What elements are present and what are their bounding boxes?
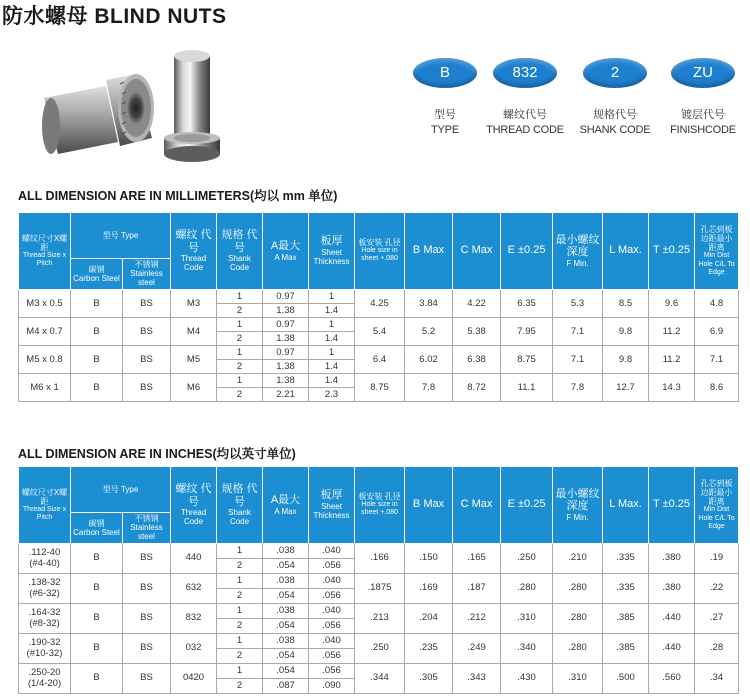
cell-amax: 1.38 [263,303,309,317]
cell-shank: 2 [217,303,263,317]
table-row [19,543,739,558]
inch-section-title: ALL DIMENSION ARE IN INCHES(均以英寸单位) [18,447,296,461]
cell-t: .440 [649,633,695,663]
cell-size: .112-40 (#4-40) [19,543,71,573]
cell-stainless: BS [123,633,171,663]
cell-sheet: .090 [309,678,355,693]
cell-shank: 2 [217,387,263,401]
cell-hole: .1875 [355,573,405,603]
cell-shank: 2 [217,588,263,603]
cell-sheet: .040 [309,603,355,618]
cell-shank: 1 [217,345,263,359]
cell-e: .430 [501,663,553,693]
cell-t: .380 [649,543,695,573]
cell-b: .305 [405,663,453,693]
cell-amax: .054 [263,558,309,573]
cell-amax: 1.38 [263,359,309,373]
cell-thread: 032 [171,633,217,663]
cell-shank: 2 [217,678,263,693]
cell-stainless: BS [123,573,171,603]
cell-l: 9.8 [603,317,649,345]
cell-stainless: BS [123,317,171,345]
table-row [19,317,739,331]
cell-hole: .213 [355,603,405,633]
cell-shank: 2 [217,359,263,373]
cell-b: .204 [405,603,453,633]
cell-carbon: B [71,289,123,317]
cell-f: 7.1 [553,317,603,345]
cell-stainless: BS [123,603,171,633]
cell-hole: .250 [355,633,405,663]
cell-min-dist: .19 [695,543,739,573]
code-label-cn: 镀层代号 [681,109,725,121]
header-b: B Max [405,467,453,544]
cell-shank: 1 [217,373,263,387]
cell-f: 5.3 [553,289,603,317]
cell-size: M5 x 0.8 [19,345,71,373]
cell-hole: .166 [355,543,405,573]
cell-stainless: BS [123,373,171,401]
cell-hole: 4.25 [355,289,405,317]
cell-carbon: B [71,633,123,663]
cell-sheet: 1.4 [309,373,355,387]
cell-min-dist: .28 [695,633,739,663]
cell-carbon: B [71,663,123,693]
cell-amax: 1.38 [263,373,309,387]
cell-f: .310 [553,663,603,693]
code-finish [658,58,748,136]
cell-l: .385 [603,633,649,663]
cell-f: .210 [553,543,603,573]
cell-amax: .038 [263,603,309,618]
cell-shank: 1 [217,633,263,648]
cell-amax: .054 [263,588,309,603]
header-stainless: 不锈钢 Stainless steel [123,259,171,290]
cell-hole: 8.75 [355,373,405,401]
cell-t: .380 [649,573,695,603]
header-sheet: 板厚 Sheet Thickness [309,213,355,290]
header-sheet: 板厚 Sheet Thickness [309,467,355,544]
cell-hole: .344 [355,663,405,693]
cell-min-dist: .22 [695,573,739,603]
cell-f: .280 [553,603,603,633]
cell-thread: 832 [171,603,217,633]
cell-e: 6.35 [501,289,553,317]
cell-amax: 0.97 [263,345,309,359]
cell-min-dist: .34 [695,663,739,693]
header-min-dist: 孔芯到板 边距最小 距离 Min Dist Hole C/L To Edge [695,467,739,544]
cell-carbon: B [71,345,123,373]
header-carbon: 碳钢 Carbon Steel [71,513,123,544]
code-pill: ZU [671,58,735,88]
cell-sheet: 1 [309,289,355,303]
cell-size: .138-32 (#6-32) [19,573,71,603]
cell-f: .280 [553,573,603,603]
header-f: 最小螺纹 深度 F Min. [553,213,603,290]
cell-e: .310 [501,603,553,633]
table-row [19,373,739,387]
cell-hole: 6.4 [355,345,405,373]
cell-shank: 2 [217,331,263,345]
cell-e: .340 [501,633,553,663]
cell-min-dist: .27 [695,603,739,633]
code-thread [480,58,570,136]
header-thread: 螺纹 代号 Thread Code [171,467,217,544]
cell-min-dist: 6.9 [695,317,739,345]
cell-size: .250-20 (1/4-20) [19,663,71,693]
header-min-dist: 孔芯到板 边距最小 距离 Min Dist Hole C/L To Edge [695,213,739,290]
cell-size: .164-32 (#8-32) [19,603,71,633]
cell-amax: 2.21 [263,387,309,401]
code-label-en: TYPE [431,124,459,136]
header-e: E ±0.25 [501,467,553,544]
cell-sheet: 1.4 [309,303,355,317]
header-type: 型号 Type [71,213,171,259]
cell-sheet: .040 [309,573,355,588]
cell-t: 9.6 [649,289,695,317]
cell-l: .335 [603,543,649,573]
header-carbon: 碳钢 Carbon Steel [71,259,123,290]
cell-sheet: .056 [309,663,355,678]
cell-amax: .054 [263,618,309,633]
cell-sheet: 1.4 [309,359,355,373]
header-hole: 板安装 孔径 Hole size in sheet +.080 [355,213,405,290]
header-l: L Max. [603,467,649,544]
header-thread: 螺纹 代号 Thread Code [171,213,217,290]
cell-t: 11.2 [649,317,695,345]
header-f: 最小螺纹 深度 F Min. [553,467,603,544]
inch-dimension-table [18,466,739,694]
cell-t: .560 [649,663,695,693]
cell-size: M4 x 0.7 [19,317,71,345]
cell-shank: 1 [217,573,263,588]
code-pill: 2 [583,58,647,88]
cell-hole: 5.4 [355,317,405,345]
cell-amax: 1.38 [263,331,309,345]
cell-l: .335 [603,573,649,603]
code-pill: B [413,58,477,88]
code-label-en: SHANK CODE [579,124,651,136]
page-title: 防水螺母 BLIND NUTS [2,5,227,28]
cell-c: .212 [453,603,501,633]
cell-sheet: 2.3 [309,387,355,401]
cell-l: .500 [603,663,649,693]
cell-shank: 2 [217,558,263,573]
cell-sheet: .040 [309,633,355,648]
cell-shank: 1 [217,603,263,618]
cell-shank: 1 [217,317,263,331]
cell-t: .440 [649,603,695,633]
cell-amax: 0.97 [263,317,309,331]
cell-b: 5.2 [405,317,453,345]
cell-carbon: B [71,573,123,603]
cell-b: 3.84 [405,289,453,317]
cell-thread: M4 [171,317,217,345]
cell-size: M6 x 1 [19,373,71,401]
cell-c: .165 [453,543,501,573]
header-shank: 规格 代号 Shank Code [217,213,263,290]
header-shank: 规格 代号 Shank Code [217,467,263,544]
cell-sheet: 1 [309,317,355,331]
cell-min-dist: 7.1 [695,345,739,373]
cell-amax: .038 [263,573,309,588]
table-row [19,289,739,303]
cell-e: 8.75 [501,345,553,373]
table-row [19,603,739,618]
cell-amax: .054 [263,663,309,678]
cell-t: 14.3 [649,373,695,401]
mm-section-title: ALL DIMENSION ARE IN MILLIMETERS(均以 mm 单位) [18,189,338,203]
cell-sheet: .056 [309,648,355,663]
code-label-cn: 螺纹代号 [503,109,547,121]
code-label-en: FINISHCODE [670,124,736,136]
cell-f: 7.8 [553,373,603,401]
product-photo [36,42,236,172]
cell-b: .150 [405,543,453,573]
cell-c: 8.72 [453,373,501,401]
cell-carbon: B [71,373,123,401]
cell-min-dist: 4.8 [695,289,739,317]
cell-shank: 1 [217,663,263,678]
cell-c: .343 [453,663,501,693]
cell-c: 4.22 [453,289,501,317]
cell-thread: 632 [171,573,217,603]
cell-c: .187 [453,573,501,603]
table-row [19,345,739,359]
cell-amax: 0.97 [263,289,309,303]
cell-sheet: .056 [309,588,355,603]
header-type: 型号 Type [71,467,171,513]
table-row [19,573,739,588]
cell-sheet: .056 [309,618,355,633]
cell-e: 7.95 [501,317,553,345]
cell-thread: M6 [171,373,217,401]
part-number-legend [400,58,740,138]
code-label-cn: 型号 [434,109,456,121]
cell-l: 12.7 [603,373,649,401]
cell-stainless: BS [123,663,171,693]
header-c: C Max [453,467,501,544]
cell-b: 7.8 [405,373,453,401]
cell-amax: .038 [263,633,309,648]
cell-shank: 2 [217,648,263,663]
header-c: C Max [453,213,501,290]
cell-e: .280 [501,573,553,603]
cell-shank: 1 [217,543,263,558]
cell-sheet: 1 [309,345,355,359]
code-label-en: THREAD CODE [486,124,564,136]
cell-shank: 2 [217,618,263,633]
cell-carbon: B [71,603,123,633]
header-e: E ±0.25 [501,213,553,290]
header-size: 螺纹尺寸X螺距 Thread Size x Pitch [19,467,71,544]
mm-dimension-table [18,212,739,402]
cell-c: 5.38 [453,317,501,345]
cell-stainless: BS [123,289,171,317]
cell-thread: M3 [171,289,217,317]
cell-min-dist: 8.6 [695,373,739,401]
cell-thread: 0420 [171,663,217,693]
header-t: T ±0.25 [649,467,695,544]
cell-stainless: BS [123,543,171,573]
cell-b: 6.02 [405,345,453,373]
header-amax: A最大 A Max [263,213,309,290]
cell-l: 9.8 [603,345,649,373]
cell-f: .280 [553,633,603,663]
cell-c: 6.38 [453,345,501,373]
table-row [19,663,739,678]
code-pill: 832 [493,58,557,88]
cell-e: .250 [501,543,553,573]
cell-f: 7.1 [553,345,603,373]
cell-amax: .087 [263,678,309,693]
cell-b: .169 [405,573,453,603]
cell-b: .235 [405,633,453,663]
cell-amax: .038 [263,543,309,558]
code-type [400,58,490,136]
cell-stainless: BS [123,345,171,373]
cell-l: .385 [603,603,649,633]
table-row [19,633,739,648]
cell-sheet: .040 [309,543,355,558]
cell-carbon: B [71,317,123,345]
cell-amax: .054 [263,648,309,663]
cell-c: .249 [453,633,501,663]
code-label-cn: 规格代号 [593,109,637,121]
cell-thread: 440 [171,543,217,573]
header-amax: A最大 A Max [263,467,309,544]
header-stainless: 不锈钢 Stainless steel [123,513,171,544]
cell-sheet: .056 [309,558,355,573]
header-b: B Max [405,213,453,290]
cell-size: .190-32 (#10-32) [19,633,71,663]
cell-shank: 1 [217,289,263,303]
cell-l: 8.5 [603,289,649,317]
header-hole: 板安装 孔径 Hole size in sheet +.080 [355,467,405,544]
cell-e: 11.1 [501,373,553,401]
header-l: L Max. [603,213,649,290]
cell-thread: M5 [171,345,217,373]
cell-sheet: 1.4 [309,331,355,345]
cell-carbon: B [71,543,123,573]
header-size: 螺纹尺寸X螺距 Thread Size x Pitch [19,213,71,290]
cell-t: 11.2 [649,345,695,373]
header-t: T ±0.25 [649,213,695,290]
cell-size: M3 x 0.5 [19,289,71,317]
code-shank [570,58,660,136]
